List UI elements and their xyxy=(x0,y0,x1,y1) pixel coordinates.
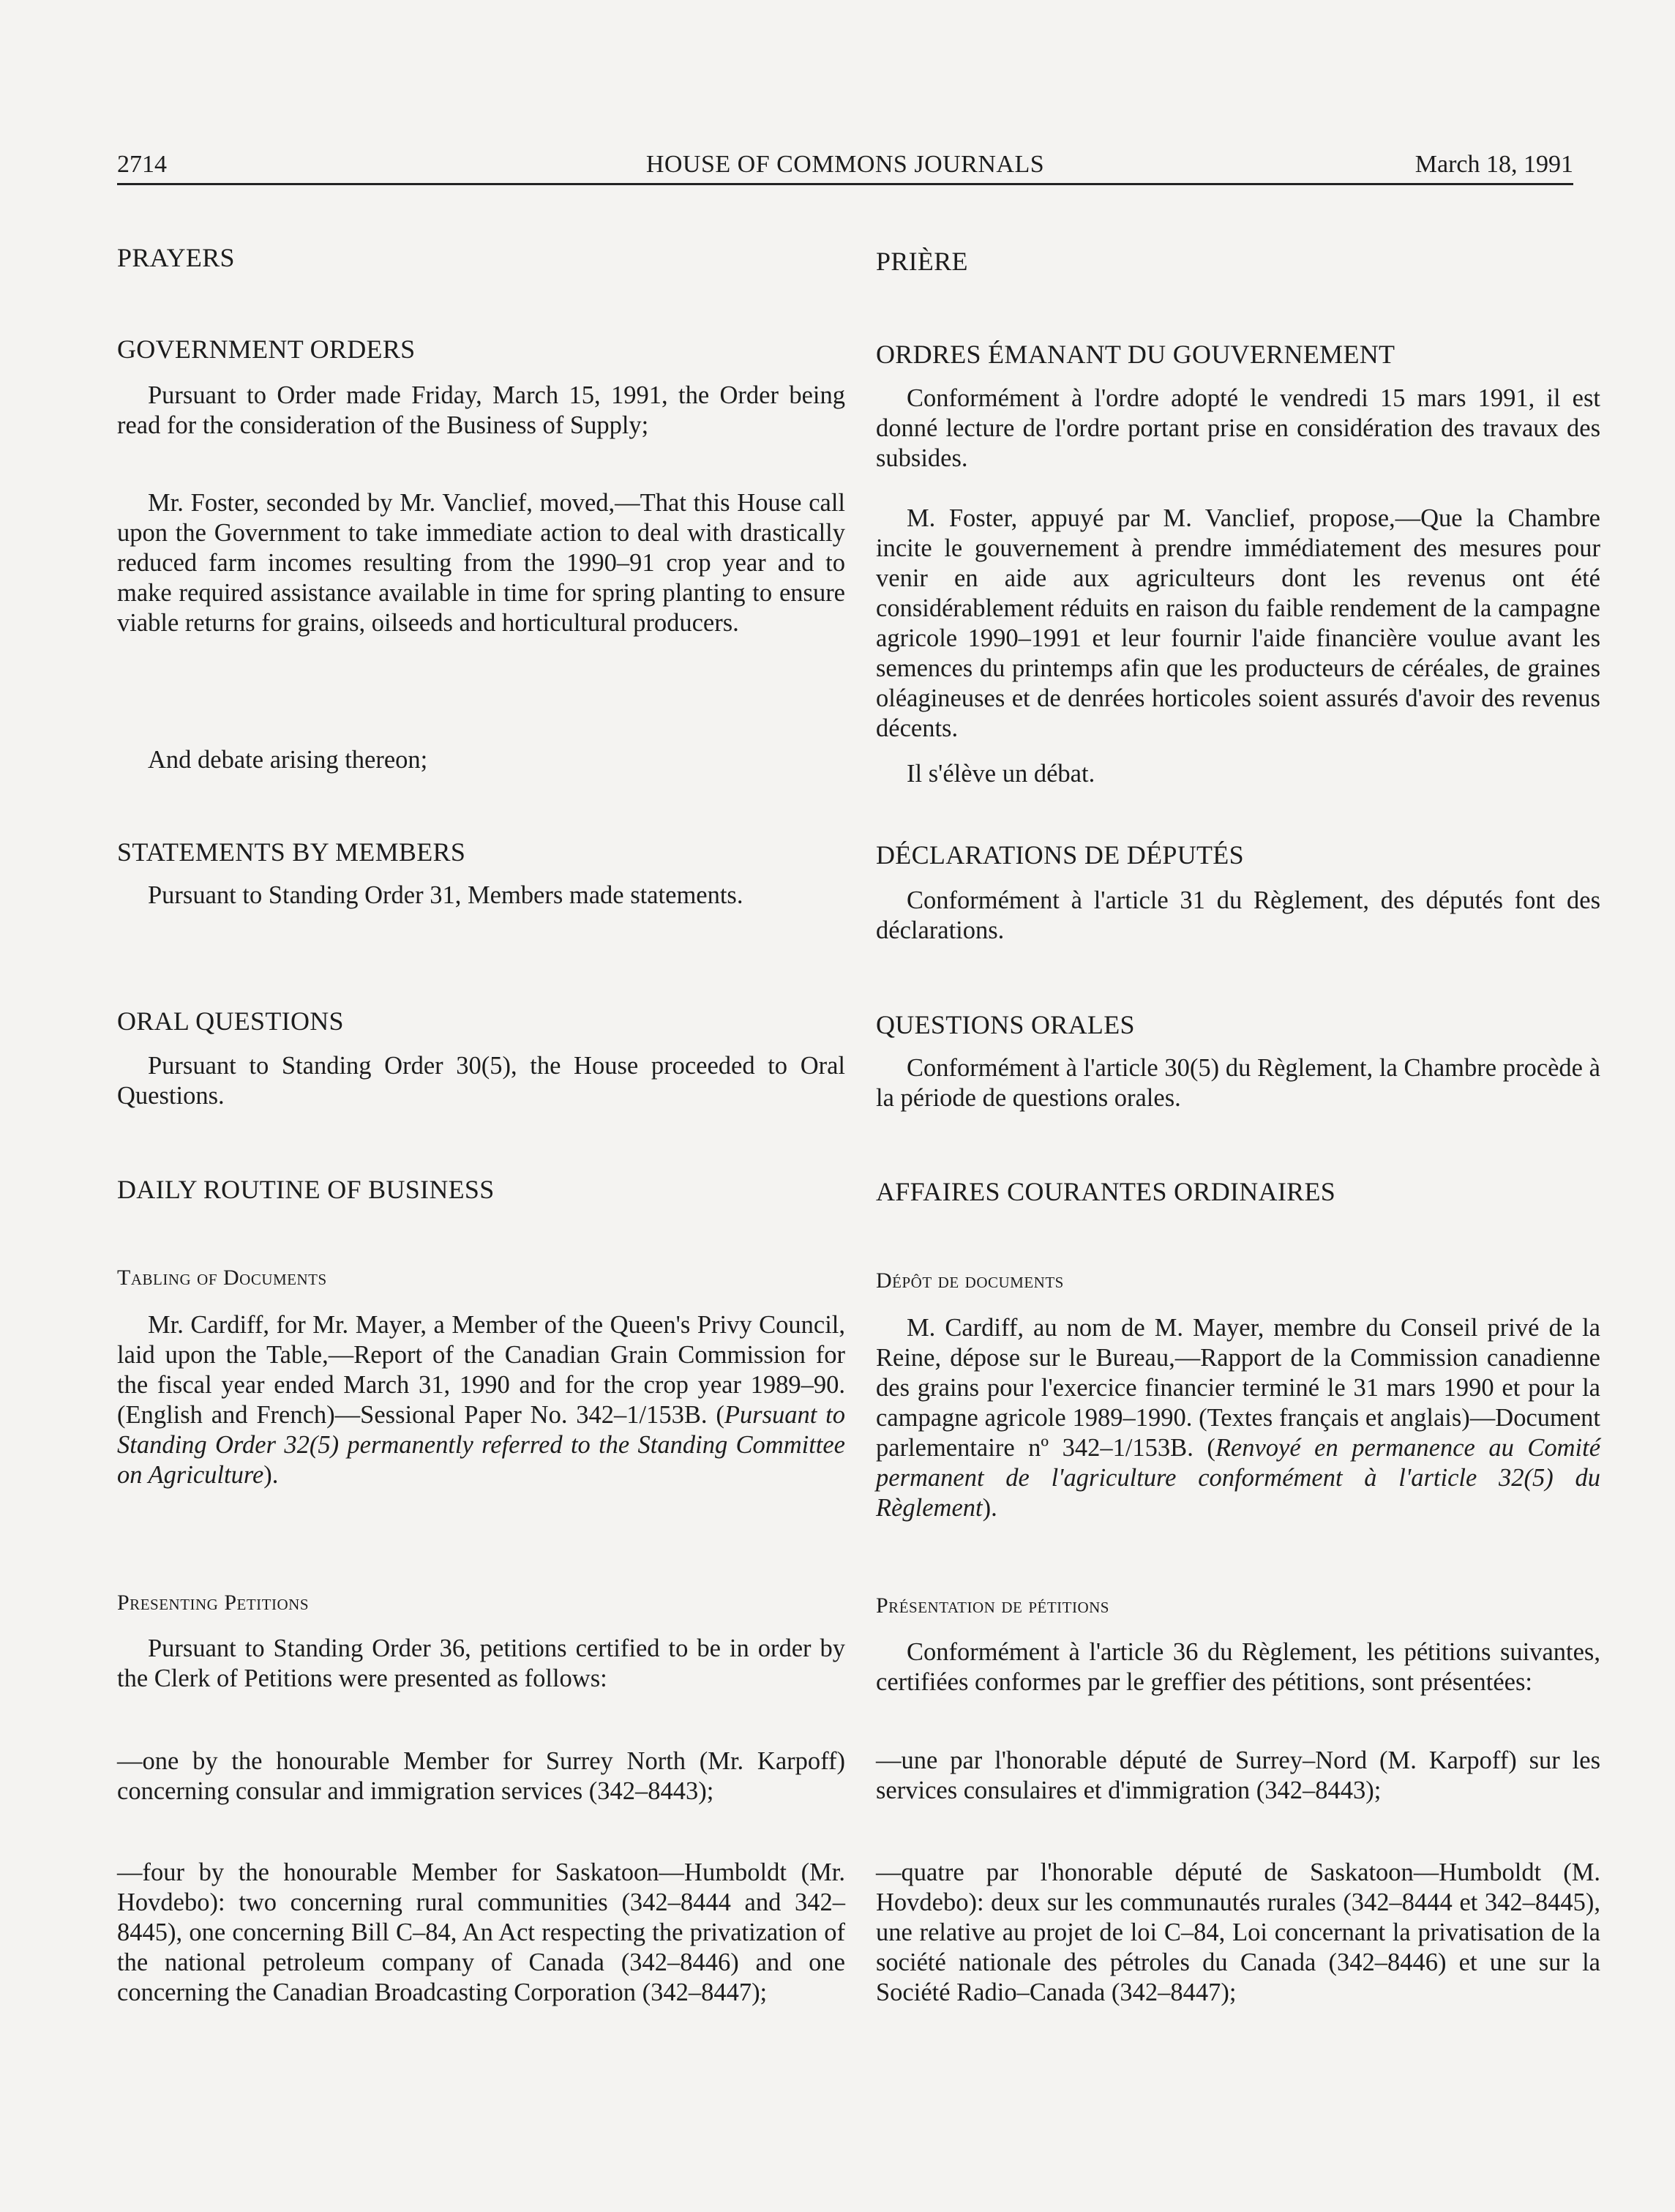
government-orders-intro xyxy=(117,381,845,441)
oral-questions-paragraph: Pursuant to Standing Order 30(5), the House proceeded to Oral Questions. xyxy=(117,1052,845,1110)
petition-one-block xyxy=(117,1746,845,1806)
debat-paragraph: Il s'élève un débat. xyxy=(907,760,1095,788)
debate-paragraph: And debate arising thereon; xyxy=(148,746,428,774)
depot-subheading: Dépôt de documents xyxy=(876,1268,1064,1293)
motion-fr-block xyxy=(876,504,1600,744)
questions-orales-heading: QUESTIONS ORALES xyxy=(876,1010,1135,1039)
depot-block xyxy=(876,1313,1600,1523)
presentation-intro-block xyxy=(876,1637,1600,1697)
oral-questions-heading: ORAL QUESTIONS xyxy=(117,1006,344,1036)
affaires-heading: AFFAIRES COURANTES ORDINAIRES xyxy=(876,1177,1336,1206)
petitions-subheading: Presenting Petitions xyxy=(117,1591,310,1615)
petition-quatre-paragraph: —quatre par l'honorable député de Saskatoon—Humboldt (M. Hovdebo): deux sur les communautés rurales (342–8444 et 342–8445), une relative au projet de loi C–84, Loi concernant la privatisation de la société nationale des pétroles du Canada (342–8446) et une sur la Société Radio–Canada (342–8447); xyxy=(876,1858,1600,2006)
page-number: 2714 xyxy=(117,151,167,178)
ordres-paragraph: Conformément à l'ordre adopté le vendredi 15 mars 1991, il est donné lecture de l'ordre portant prise en considération des travaux des subsides. xyxy=(876,384,1600,472)
page-header xyxy=(117,145,1573,185)
petition-one-paragraph: —one by the honourable Member for Surrey North (Mr. Karpoff) concerning consular and immigration services (342–8443); xyxy=(117,1747,845,1805)
declarations-block xyxy=(876,886,1600,946)
motion-fr-paragraph: M. Foster, appuyé par M. Vanclief, propose,—Que la Chambre incite le gouvernement à prendre immédiatement des mesures pour venir en aide aux agriculteurs dont les revenus ont été considérablement réduits en raison du faible rendement de la campagne agricole 1990–1991 et leur fournir l'aide financière voulue avant les semences du printemps afin que les producteurs de céréales, de graines oléagineuses et de denrées horticoles soient assurés d'avoir des revenus décents. xyxy=(876,504,1600,742)
petition-four-paragraph: —four by the honourable Member for Saskatoon—Humboldt (Mr. Hovdebo): two concerning rural communities (342–8444 and 342–8445), one concerning Bill C–84, An Act respecting the privatization of the national petroleum company of Canada (342–8446) and one concerning the Canadian Broadcasting Corporation (342–8447); xyxy=(117,1858,845,2006)
petitions-intro-paragraph: Pursuant to Standing Order 36, petitions certified to be in order by the Clerk of Petitions were presented as follows: xyxy=(117,1634,845,1692)
presentation-intro-paragraph: Conformément à l'article 36 du Règlement, les pétitions suivantes, certifiées conformes par le greffier des pétitions, sont présentées: xyxy=(876,1638,1600,1696)
government-orders-heading: GOVERNMENT ORDERS xyxy=(117,335,416,364)
priere-heading: PRIÈRE xyxy=(876,247,968,276)
tabling-block xyxy=(117,1310,845,1490)
journal-date: March 18, 1991 xyxy=(1414,151,1573,178)
statements-paragraph: Pursuant to Standing Order 31, Members made statements. xyxy=(148,881,743,909)
motion-block xyxy=(117,488,845,638)
petition-four-block xyxy=(117,1858,845,2008)
motion-paragraph: Mr. Foster, seconded by Mr. Vanclief, moved,—That this House call upon the Government to take immediate action to deal with drastically reduced farm incomes resulting from the 1990–91 crop year and to make required assistance available in time for spring planting to ensure viable returns for grains, oilseeds and horticultural producers. xyxy=(117,489,845,637)
ordres-heading: ORDRES ÉMANANT DU GOUVERNEMENT xyxy=(876,340,1395,369)
debate-block xyxy=(117,745,845,775)
tabling-subheading: Tabling of Documents xyxy=(117,1266,327,1290)
declarations-heading: DÉCLARATIONS DE DÉPUTÉS xyxy=(876,840,1244,870)
government-orders-paragraph: Pursuant to Order made Friday, March 15, 1991, the Order being read for the consideration of the Business of Supply; xyxy=(117,381,845,439)
petition-une-block xyxy=(876,1746,1600,1806)
declarations-paragraph: Conformément à l'article 31 du Règlement, des députés font des déclarations. xyxy=(876,886,1600,944)
questions-orales-block xyxy=(876,1053,1600,1113)
petition-une-paragraph: —une par l'honorable député de Surrey–Nord (M. Karpoff) sur les services consulaires et d'immigration (342–8443); xyxy=(876,1746,1600,1804)
routine-heading: DAILY ROUTINE OF BUSINESS xyxy=(117,1175,495,1204)
questions-orales-paragraph: Conformément à l'article 30(5) du Règlement, la Chambre procède à la période de questions orales. xyxy=(876,1054,1600,1112)
tabling-paragraph: Mr. Cardiff, for Mr. Mayer, a Member of the Queen's Privy Council, laid upon the Table,—Report of the Canadian Grain Commission for the fiscal year ended March 31, 1990 and for the crop year 1989–90. (English and French)—Sessional Paper No. 342–1/153B. (Pursuant to Standing Order 32(5) permanently referred to the Standing Committee on Agriculture). xyxy=(117,1311,845,1489)
prayers-heading: PRAYERS xyxy=(117,243,235,272)
statements-block xyxy=(117,881,845,911)
petition-quatre-block xyxy=(876,1858,1600,2008)
ordres-intro xyxy=(876,384,1600,474)
presentation-subheading: Présentation de pétitions xyxy=(876,1593,1109,1618)
oral-questions-block xyxy=(117,1051,845,1111)
debat-block xyxy=(876,759,1600,789)
journal-title: HOUSE OF COMMONS JOURNALS xyxy=(645,151,1045,178)
depot-paragraph: M. Cardiff, au nom de M. Mayer, membre du Conseil privé de la Reine, dépose sur le Bureau,—Rapport de la Commission canadienne des grains pour l'exercice financier terminé le 31 mars 1990 et pour la campagne agricole 1989–1990. (Textes français et anglais)—Document parlementaire nº 342–1/153B. (Renvoyé en permanence au Comité permanent de l'agriculture conformément à l'article 32(5) du Règlement). xyxy=(876,1314,1601,1522)
statements-heading: STATEMENTS BY MEMBERS xyxy=(117,837,466,867)
petitions-intro-block xyxy=(117,1634,845,1694)
